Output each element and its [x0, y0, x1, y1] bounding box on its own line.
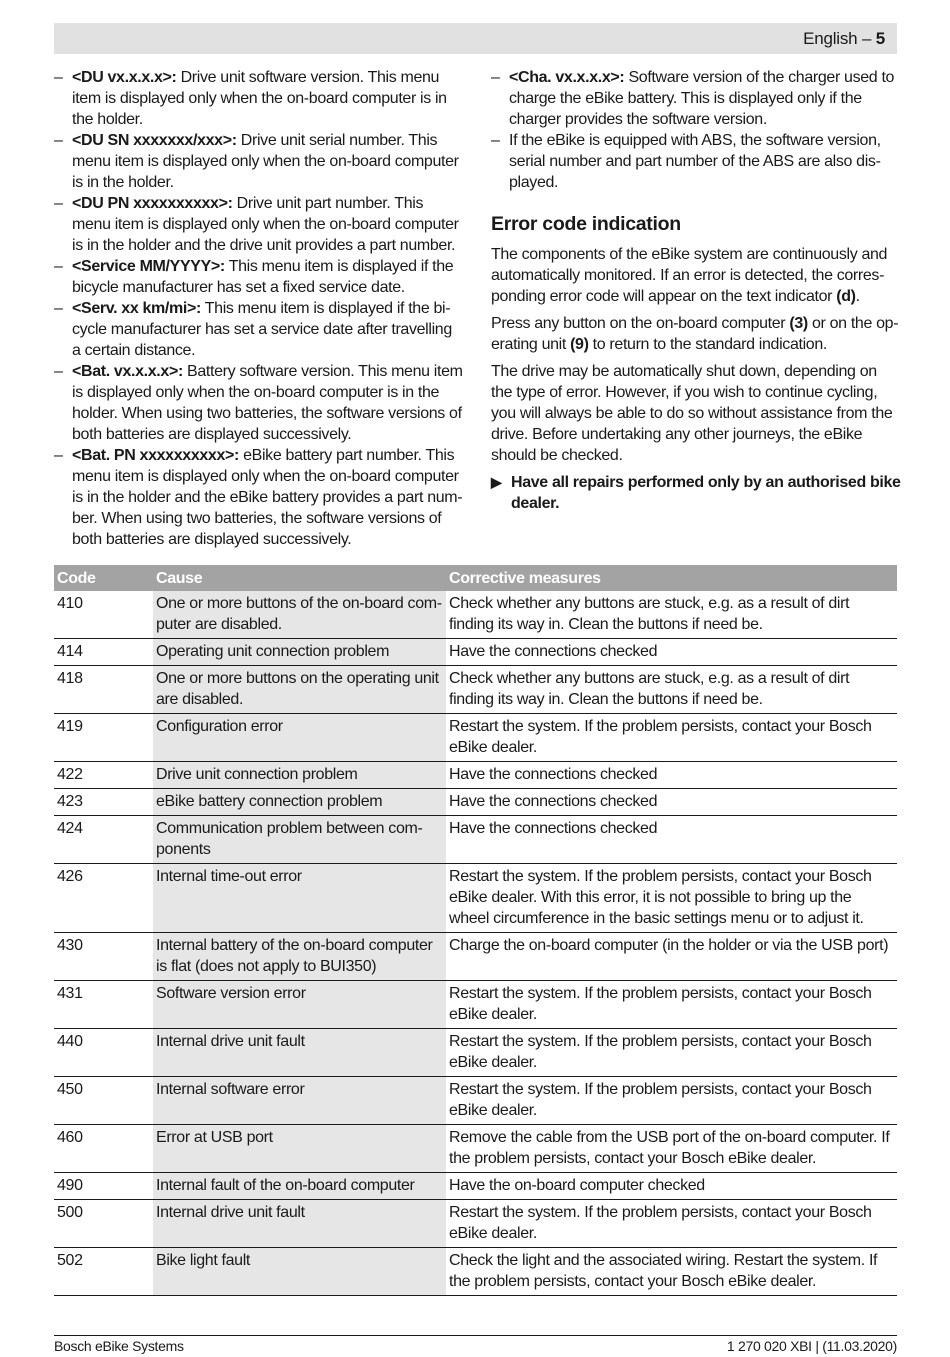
page-number: 5	[875, 29, 885, 48]
cause-cell: One or more buttons on the operating unit are disabled.	[153, 666, 446, 714]
abs-note: – If the eBike is equipped with ABS, the software version, serial number and part number of the ABS are also displayed.	[491, 132, 881, 191]
cause-cell: Internal fault of the on-board computer	[153, 1173, 446, 1200]
table-row	[54, 816, 897, 864]
table-row	[54, 1200, 897, 1248]
code-cell: 422	[54, 762, 153, 789]
cause-cell: Software version error	[153, 981, 446, 1029]
table-row	[54, 639, 897, 666]
table-row	[54, 1173, 897, 1200]
code-cell: 423	[54, 789, 153, 816]
table-row	[54, 789, 897, 816]
measure-cell: Check whether any buttons are stuck, e.g. as a result of dirt finding its way in. Clean the buttons if need be.	[446, 591, 897, 639]
cause-cell: One or more buttons of the on-board computer are disabled.	[153, 591, 446, 639]
page-header	[54, 23, 897, 54]
code-cell: 440	[54, 1029, 153, 1077]
measure-cell: Check the light and the associated wiring. Restart the system. If the problem persists, contact your Bosch eBike dealer.	[446, 1248, 897, 1296]
code-cell: 418	[54, 666, 153, 714]
menu-item-du-part: – <DU PN xxxxxxxxxx>: Drive unit part number. This menu item is displayed only when the on-board computer is in the holder and the drive unit provides a part number.	[54, 195, 459, 254]
menu-item-battery-part: – <Bat. PN xxxxxxxxxx>: eBike battery part number. This menu item is displayed only when the on-board computer is in the holder and the eBike battery provides a part number. When using two batteries, the software versions of both batteries are displayed successively.	[54, 447, 463, 548]
cause-cell: Internal drive unit fault	[153, 1029, 446, 1077]
code-cell: 460	[54, 1125, 153, 1173]
measure-cell: Have the on-board computer checked	[446, 1173, 897, 1200]
section-heading: Error code indication	[491, 213, 681, 235]
measure-cell: Restart the system. If the problem persists, contact your Bosch eBike dealer.	[446, 1077, 897, 1125]
measure-cell: Restart the system. If the problem persists, contact your Bosch eBike dealer. With this error, it is not possible to bring up the wheel circumference in the basic settings menu or to adjust it.	[446, 864, 897, 933]
table-row	[54, 933, 897, 981]
footer-brand: Bosch eBike Systems	[54, 1338, 184, 1354]
cause-cell: eBike battery connection problem	[153, 789, 446, 816]
table-row	[54, 1248, 897, 1296]
paragraph-press-button: Press any button on the on-board computer (3) or on the operating unit (9) to return to the standard indication.	[491, 315, 899, 353]
cause-cell: Drive unit connection problem	[153, 762, 446, 789]
code-cell: 424	[54, 816, 153, 864]
cause-cell: Internal drive unit fault	[153, 1200, 446, 1248]
cause-cell: Operating unit connection problem	[153, 639, 446, 666]
measure-cell: Remove the cable from the USB port of the on-board computer. If the problem persists, contact your Bosch eBike dealer.	[446, 1125, 897, 1173]
table-row	[54, 1077, 897, 1125]
table-row	[54, 1029, 897, 1077]
code-cell: 419	[54, 714, 153, 762]
menu-item-service-date: – <Service MM/YYYY>: This menu item is displayed if the bicycle manufacturer has set a fixed service date.	[54, 258, 454, 296]
measure-cell: Check whether any buttons are stuck, e.g. as a result of dirt finding its way in. Clean the buttons if need be.	[446, 666, 897, 714]
measure-cell: Charge the on-board computer (in the holder or via the USB port)	[446, 933, 897, 981]
measure-cell: Restart the system. If the problem persists, contact your Bosch eBike dealer.	[446, 714, 897, 762]
code-cell: 431	[54, 981, 153, 1029]
cause-cell: Communication problem between components	[153, 816, 446, 864]
menu-item-battery-version: – <Bat. vx.x.x.x>: Battery software version. This menu item is displayed only when the on-board computer is in the holder. When using two batteries, the software versions of both batteries are displayed successively.	[54, 363, 463, 443]
column-header-code: Code	[54, 565, 153, 591]
error-code-table	[54, 565, 897, 1296]
table-row	[54, 762, 897, 789]
code-cell: 502	[54, 1248, 153, 1296]
cause-cell: Internal battery of the on-board computer is flat (does not apply to BUI350)	[153, 933, 446, 981]
cause-cell: Internal software error	[153, 1077, 446, 1125]
measure-cell: Have the connections checked	[446, 789, 897, 816]
cause-cell: Configuration error	[153, 714, 446, 762]
table-row	[54, 666, 897, 714]
code-cell: 410	[54, 591, 153, 639]
footer-doc-id: 1 270 020 XBI | (11.03.2020)	[726, 1338, 897, 1354]
column-header-cause: Cause	[153, 565, 446, 591]
measure-cell: Restart the system. If the problem persists, contact your Bosch eBike dealer.	[446, 1029, 897, 1077]
code-cell: 430	[54, 933, 153, 981]
measure-cell: Restart the system. If the problem persists, contact your Bosch eBike dealer.	[446, 1200, 897, 1248]
cause-cell: Internal time-out error	[153, 864, 446, 933]
measure-cell: Restart the system. If the problem persists, contact your Bosch eBike dealer.	[446, 981, 897, 1029]
table-row	[54, 864, 897, 933]
repair-note: ▶ Have all repairs performed only by an authorised bike dealer.	[491, 474, 901, 512]
table-header-row	[54, 565, 897, 591]
menu-item-service-distance: – <Serv. xx km/mi>: This menu item is displayed if the bicycle manufacturer has set a service date after travelling a certain distance.	[54, 300, 452, 359]
table-row	[54, 1125, 897, 1173]
code-cell: 414	[54, 639, 153, 666]
code-cell: 450	[54, 1077, 153, 1125]
code-cell: 426	[54, 864, 153, 933]
measure-cell: Have the connections checked	[446, 816, 897, 864]
code-cell: 490	[54, 1173, 153, 1200]
code-cell: 500	[54, 1200, 153, 1248]
paragraph-monitoring: The components of the eBike system are continuously and automatically monitored. If an error is detected, the corresponding error code will appear on the text indicator (d).	[491, 246, 888, 305]
right-column	[491, 67, 901, 514]
menu-item-charger-version: – <Cha. vx.x.x.x>: Software version of the charger used to charge the eBike battery. This is displayed only if the charger provides the software version.	[491, 69, 895, 128]
cause-cell: Error at USB port	[153, 1125, 446, 1173]
left-column	[54, 67, 464, 550]
menu-item-du-serial: – <DU SN xxxxxxx/xxx>: Drive unit serial number. This menu item is displayed only when the on-board computer is in the holder.	[54, 132, 459, 191]
paragraph-shutdown: The drive may be automatically shut down, depending on the type of error. However, if you wish to continue cycling, you will always be able to do so without assistance from the drive. Before undertaking any other journeys, the eBike should be checked.	[491, 363, 893, 464]
triangle-bullet-icon: ▶	[491, 474, 502, 490]
cause-cell: Bike light fault	[153, 1248, 446, 1296]
page-number-label	[803, 29, 885, 49]
footer-rule	[54, 1335, 897, 1336]
measure-cell: Have the connections checked	[446, 762, 897, 789]
table-row	[54, 714, 897, 762]
column-header-measures: Corrective measures	[446, 565, 897, 591]
menu-item-du-version: – <DU vx.x.x.x>: Drive unit software version. This menu item is displayed only when the on-board computer is in the holder.	[54, 69, 447, 128]
measure-cell: Have the connections checked	[446, 639, 897, 666]
table-row	[54, 591, 897, 639]
header-language: English –	[803, 29, 876, 48]
table-row	[54, 981, 897, 1029]
